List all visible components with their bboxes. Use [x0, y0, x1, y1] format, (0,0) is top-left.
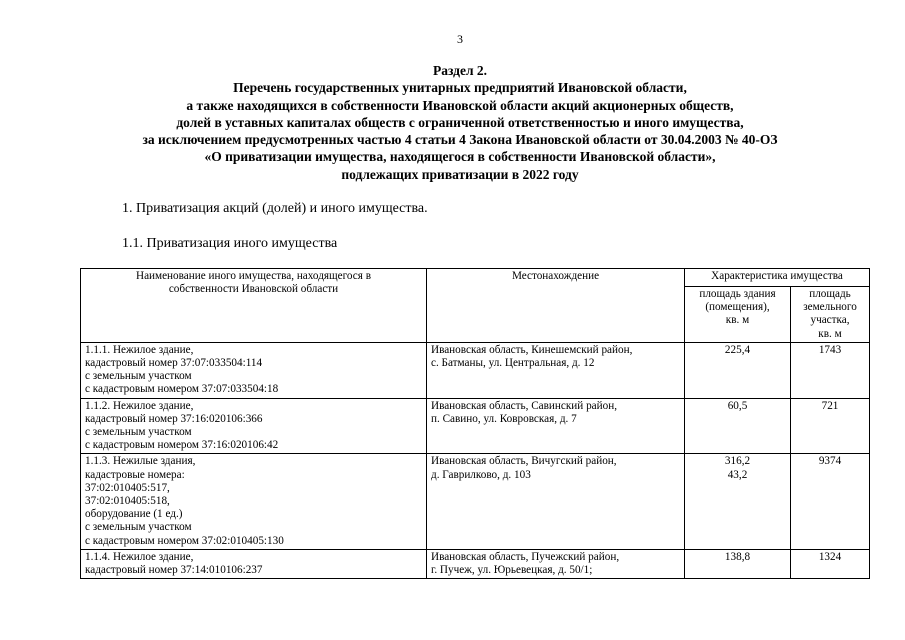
- header-building-area-line: кв. м: [725, 314, 750, 327]
- row-name-line: 37:02:010405:517,: [85, 481, 170, 494]
- row-location-line: Ивановская область, Савинский район,: [431, 399, 618, 412]
- row-name-line: с земельным участком: [85, 370, 192, 383]
- row-name-cell: [81, 342, 427, 398]
- header-name-cell: [81, 269, 427, 343]
- heading-line: долей в уставных капиталах обществ с ограниченной ответственностью и иного имущества,: [176, 114, 744, 130]
- header-building-area-line: (помещения),: [705, 301, 770, 314]
- row-location-cell: [427, 549, 685, 578]
- row-location-cell: [427, 342, 685, 398]
- heading-line: Перечень государственных унитарных предприятий Ивановской области,: [233, 80, 687, 96]
- row-building-area-cell: [685, 342, 791, 398]
- heading-line: а также находящихся в собственности Ивановской области акций акционерных обществ,: [186, 97, 734, 113]
- row-name-line: с земельным участком: [85, 521, 192, 534]
- header-land-area-line: земельного: [803, 301, 857, 314]
- row-location-cell: [427, 454, 685, 549]
- row-building-area-cell: [685, 398, 791, 454]
- row-location-line: Ивановская область, Кинешемский район,: [431, 343, 633, 356]
- header-land-area-line: площадь: [809, 288, 851, 300]
- row-name-line: оборудование (1 ед.): [85, 508, 183, 521]
- heading-line: Раздел 2.: [432, 63, 488, 78]
- row-building-area: 138,8: [724, 550, 751, 563]
- row-building-area: 60,5: [727, 399, 748, 412]
- row-location-cell: [427, 398, 685, 454]
- header-name-line: собственности Ивановской области: [168, 283, 339, 296]
- row-land-area: 721: [791, 398, 870, 454]
- row-name-line: 1.1.3. Нежилые здания,: [85, 455, 196, 468]
- row-land-area: 1743: [791, 342, 870, 398]
- row-name-cell: [81, 454, 427, 549]
- header-characteristics: Характеристика имущества: [685, 269, 870, 287]
- section-heading: [0, 62, 905, 183]
- row-location-line: Ивановская область, Вичугский район,: [431, 455, 617, 468]
- header-land-area-line: кв. м: [818, 327, 842, 340]
- row-land-area: 1324: [791, 549, 870, 578]
- header-land-area-line: участка,: [810, 314, 850, 327]
- row-name-line: кадастровый номер 37:16:020106:366: [85, 412, 263, 425]
- row-location-line: г. Пучеж, ул. Юрьевецкая, д. 50/1;: [431, 564, 593, 577]
- page-number: 3: [457, 32, 463, 46]
- table-row: [81, 454, 870, 549]
- section-1-title: 1. Приватизация акций (долей) и иного имущества.: [122, 201, 428, 216]
- heading-line: «О приватизации имущества, находящегося в собственности Ивановской области»,: [204, 149, 716, 165]
- row-building-area: 43,2: [727, 468, 748, 481]
- header-location: Местонахождение: [427, 269, 685, 343]
- row-name-line: кадастровый номер 37:07:033504:114: [85, 357, 263, 370]
- heading-line: за исключением предусмотренных частью 4 статьи 4 Закона Ивановской области от 30.04.2003 № 40-ОЗ: [142, 132, 778, 148]
- row-name-line: кадастровый номер 37:14:010106:237: [85, 564, 263, 577]
- row-name-line: с кадастровым номером 37:02:010405:130: [85, 534, 284, 547]
- header-name-line: Наименование иного имущества, находящегося в: [135, 270, 371, 282]
- row-name-line: кадастровые номера:: [85, 468, 185, 481]
- header-building-area-line: площадь здания: [699, 288, 776, 300]
- header-land-area: [791, 287, 870, 343]
- row-name-line: с кадастровым номером 37:16:020106:42: [85, 439, 279, 452]
- row-location-line: п. Савино, ул. Ковровская, д. 7: [431, 412, 577, 425]
- table-row: [81, 342, 870, 398]
- row-name-line: 1.1.2. Нежилое здание,: [85, 399, 194, 412]
- row-building-area: 225,4: [724, 343, 751, 356]
- header-building-area: [685, 287, 791, 343]
- row-land-area: 9374: [791, 454, 870, 549]
- row-building-area: 316,2: [724, 455, 751, 468]
- row-location-line: д. Гаврилково, д. 103: [431, 468, 531, 481]
- row-name-cell: [81, 398, 427, 454]
- row-location-line: с. Батманы, ул. Центральная, д. 12: [431, 357, 595, 370]
- row-name-line: 37:02:010405:518,: [85, 495, 170, 508]
- row-name-line: 1.1.1. Нежилое здание,: [85, 343, 194, 356]
- row-name-line: 1.1.4. Нежилое здание,: [85, 550, 194, 563]
- heading-line: подлежащих приватизации в 2022 году: [341, 166, 579, 182]
- row-building-area-cell: [685, 549, 791, 578]
- row-name-line: с кадастровым номером 37:07:033504:18: [85, 383, 279, 396]
- table-row: [81, 398, 870, 454]
- row-location-line: Ивановская область, Пучежский район,: [431, 550, 620, 563]
- row-building-area-cell: [685, 454, 791, 549]
- section-1-1-title: 1.1. Приватизация иного имущества: [122, 236, 338, 251]
- row-name-line: с земельным участком: [85, 426, 192, 439]
- row-name-cell: [81, 549, 427, 578]
- property-table: [80, 268, 870, 579]
- table-row: [81, 549, 870, 578]
